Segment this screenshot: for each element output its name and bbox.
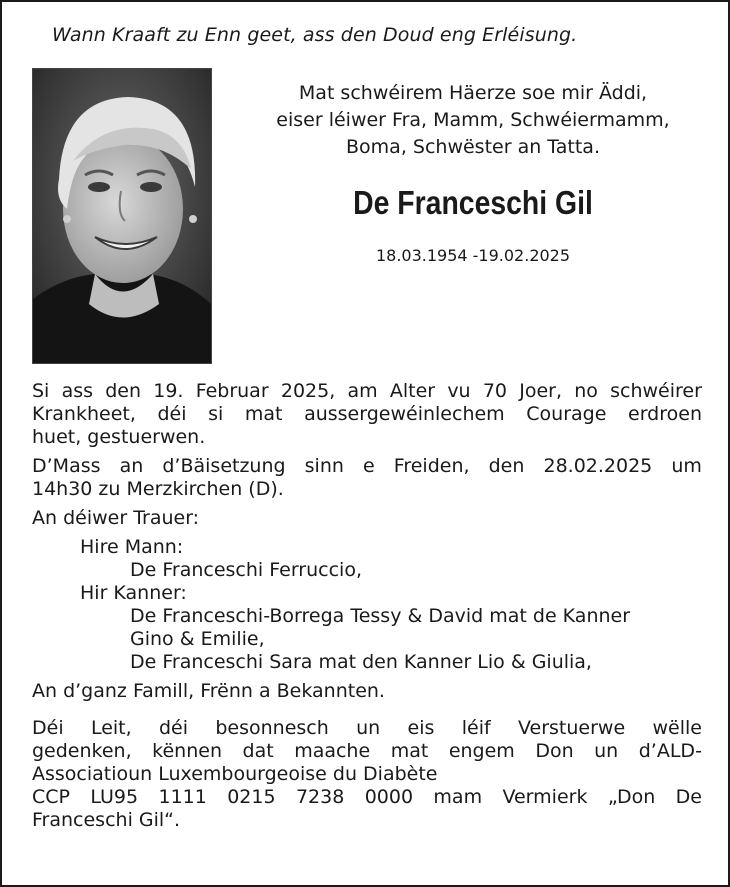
- word: eis: [407, 717, 435, 739]
- life-dates: 18.03.1954 -19.02.2025: [375, 246, 571, 265]
- word: Don: [535, 740, 574, 762]
- word: mam: [433, 786, 483, 808]
- word: 70: [482, 380, 508, 402]
- word: 0000: [364, 786, 414, 808]
- word: den: [488, 455, 525, 477]
- text-line: [32, 455, 702, 478]
- word: erdroen: [628, 403, 702, 425]
- word: an: [119, 455, 144, 477]
- word: déi: [157, 403, 187, 425]
- word: den: [105, 380, 142, 402]
- word: un: [594, 740, 619, 762]
- text-line: [32, 403, 702, 426]
- word: kënnen: [152, 740, 222, 762]
- word: sinn: [304, 455, 344, 477]
- spacer: [32, 703, 702, 717]
- word: aussergewéinlechem: [304, 403, 505, 425]
- word: d’ALD-: [638, 740, 702, 762]
- word: Verstuerwe: [518, 717, 626, 739]
- word: D’Mass: [32, 455, 101, 477]
- word: un: [356, 717, 381, 739]
- intro-line: Mat schwéirem Häerze soe mir Äddi,: [298, 82, 648, 104]
- word: no: [574, 380, 598, 402]
- word: Alter: [389, 380, 436, 402]
- word: 0215: [227, 786, 276, 808]
- intro-text: [240, 80, 706, 161]
- word: Februar: [195, 380, 269, 402]
- text-line: [32, 786, 702, 809]
- text-line: Associatioun Luxembourgeoise du Diabète: [32, 763, 438, 785]
- word: vu: [447, 380, 471, 402]
- text-line: Franceschi Gil“.: [32, 809, 181, 831]
- husband-name: De Franceschi Ferruccio,: [130, 559, 362, 581]
- word: Déi: [32, 717, 64, 739]
- word: engem: [448, 740, 515, 762]
- word: 19.: [153, 380, 184, 402]
- death-paragraph: [32, 380, 702, 449]
- word: déi: [158, 717, 189, 739]
- word: dat: [242, 740, 274, 762]
- notice-body: [32, 380, 702, 838]
- word: 1111: [158, 786, 207, 808]
- word: LU95: [90, 786, 139, 808]
- word: am: [347, 380, 378, 402]
- word: CCP: [32, 786, 70, 808]
- word: 2025,: [280, 380, 336, 402]
- word: besonnesch: [215, 717, 329, 739]
- word: Si: [32, 380, 50, 402]
- word: „Don: [607, 786, 656, 808]
- word: um: [671, 455, 702, 477]
- child-line: Gino & Emilie,: [130, 628, 265, 650]
- intro-line: Boma, Schwëster an Tatta.: [346, 136, 600, 158]
- word: gedenken,: [32, 740, 132, 762]
- word: Courage: [526, 403, 607, 425]
- word: d’Bäisetzung: [162, 455, 286, 477]
- word: si: [208, 403, 224, 425]
- word: léif: [461, 717, 491, 739]
- word: 7238: [295, 786, 345, 808]
- word: Joer,: [519, 380, 563, 402]
- word: wëlle: [652, 717, 702, 739]
- text-line: [32, 740, 702, 763]
- word: ass: [61, 380, 94, 402]
- text-line: [32, 380, 702, 403]
- husband-label: Hire Mann:: [80, 536, 184, 558]
- word: mat: [244, 403, 283, 425]
- funeral-paragraph: [32, 455, 702, 501]
- children-label: Hir Kanner:: [80, 582, 187, 604]
- text-line: [32, 717, 702, 740]
- word: De: [675, 786, 702, 808]
- portrait-photo: [32, 68, 212, 364]
- word: e: [363, 455, 375, 477]
- word: mat: [390, 740, 429, 762]
- deceased-name: De Franceschi Gil: [353, 184, 593, 221]
- word: Vermierk: [502, 786, 588, 808]
- text-line: huet, gestuerwen.: [32, 426, 206, 448]
- text-line: 14h30 zu Merzkirchen (D).: [32, 478, 284, 500]
- word: 28.02.2025: [543, 455, 653, 477]
- donation-paragraph: [32, 717, 702, 832]
- intro-line: eiser léiwer Fra, Mamm, Schwéiermamm,: [276, 109, 670, 131]
- mourners-heading: An déiwer Trauer:: [32, 507, 200, 529]
- child-line: De Franceschi Sara mat den Kanner Lio & Giulia,: [130, 651, 592, 673]
- closing-line: An d’ganz Famill, Frënn a Bekannten.: [32, 680, 385, 702]
- word: Freiden,: [393, 455, 470, 477]
- word: maache: [294, 740, 371, 762]
- child-line: De Franceschi-Borrega Tessy & David mat de Kanner: [130, 605, 631, 627]
- word: Krankheet,: [32, 403, 136, 425]
- quote: Wann Kraaft zu Enn geet, ass den Doud eng Erléisung.: [52, 24, 578, 46]
- word: schwéirer: [610, 380, 702, 402]
- word: Leit,: [90, 717, 132, 739]
